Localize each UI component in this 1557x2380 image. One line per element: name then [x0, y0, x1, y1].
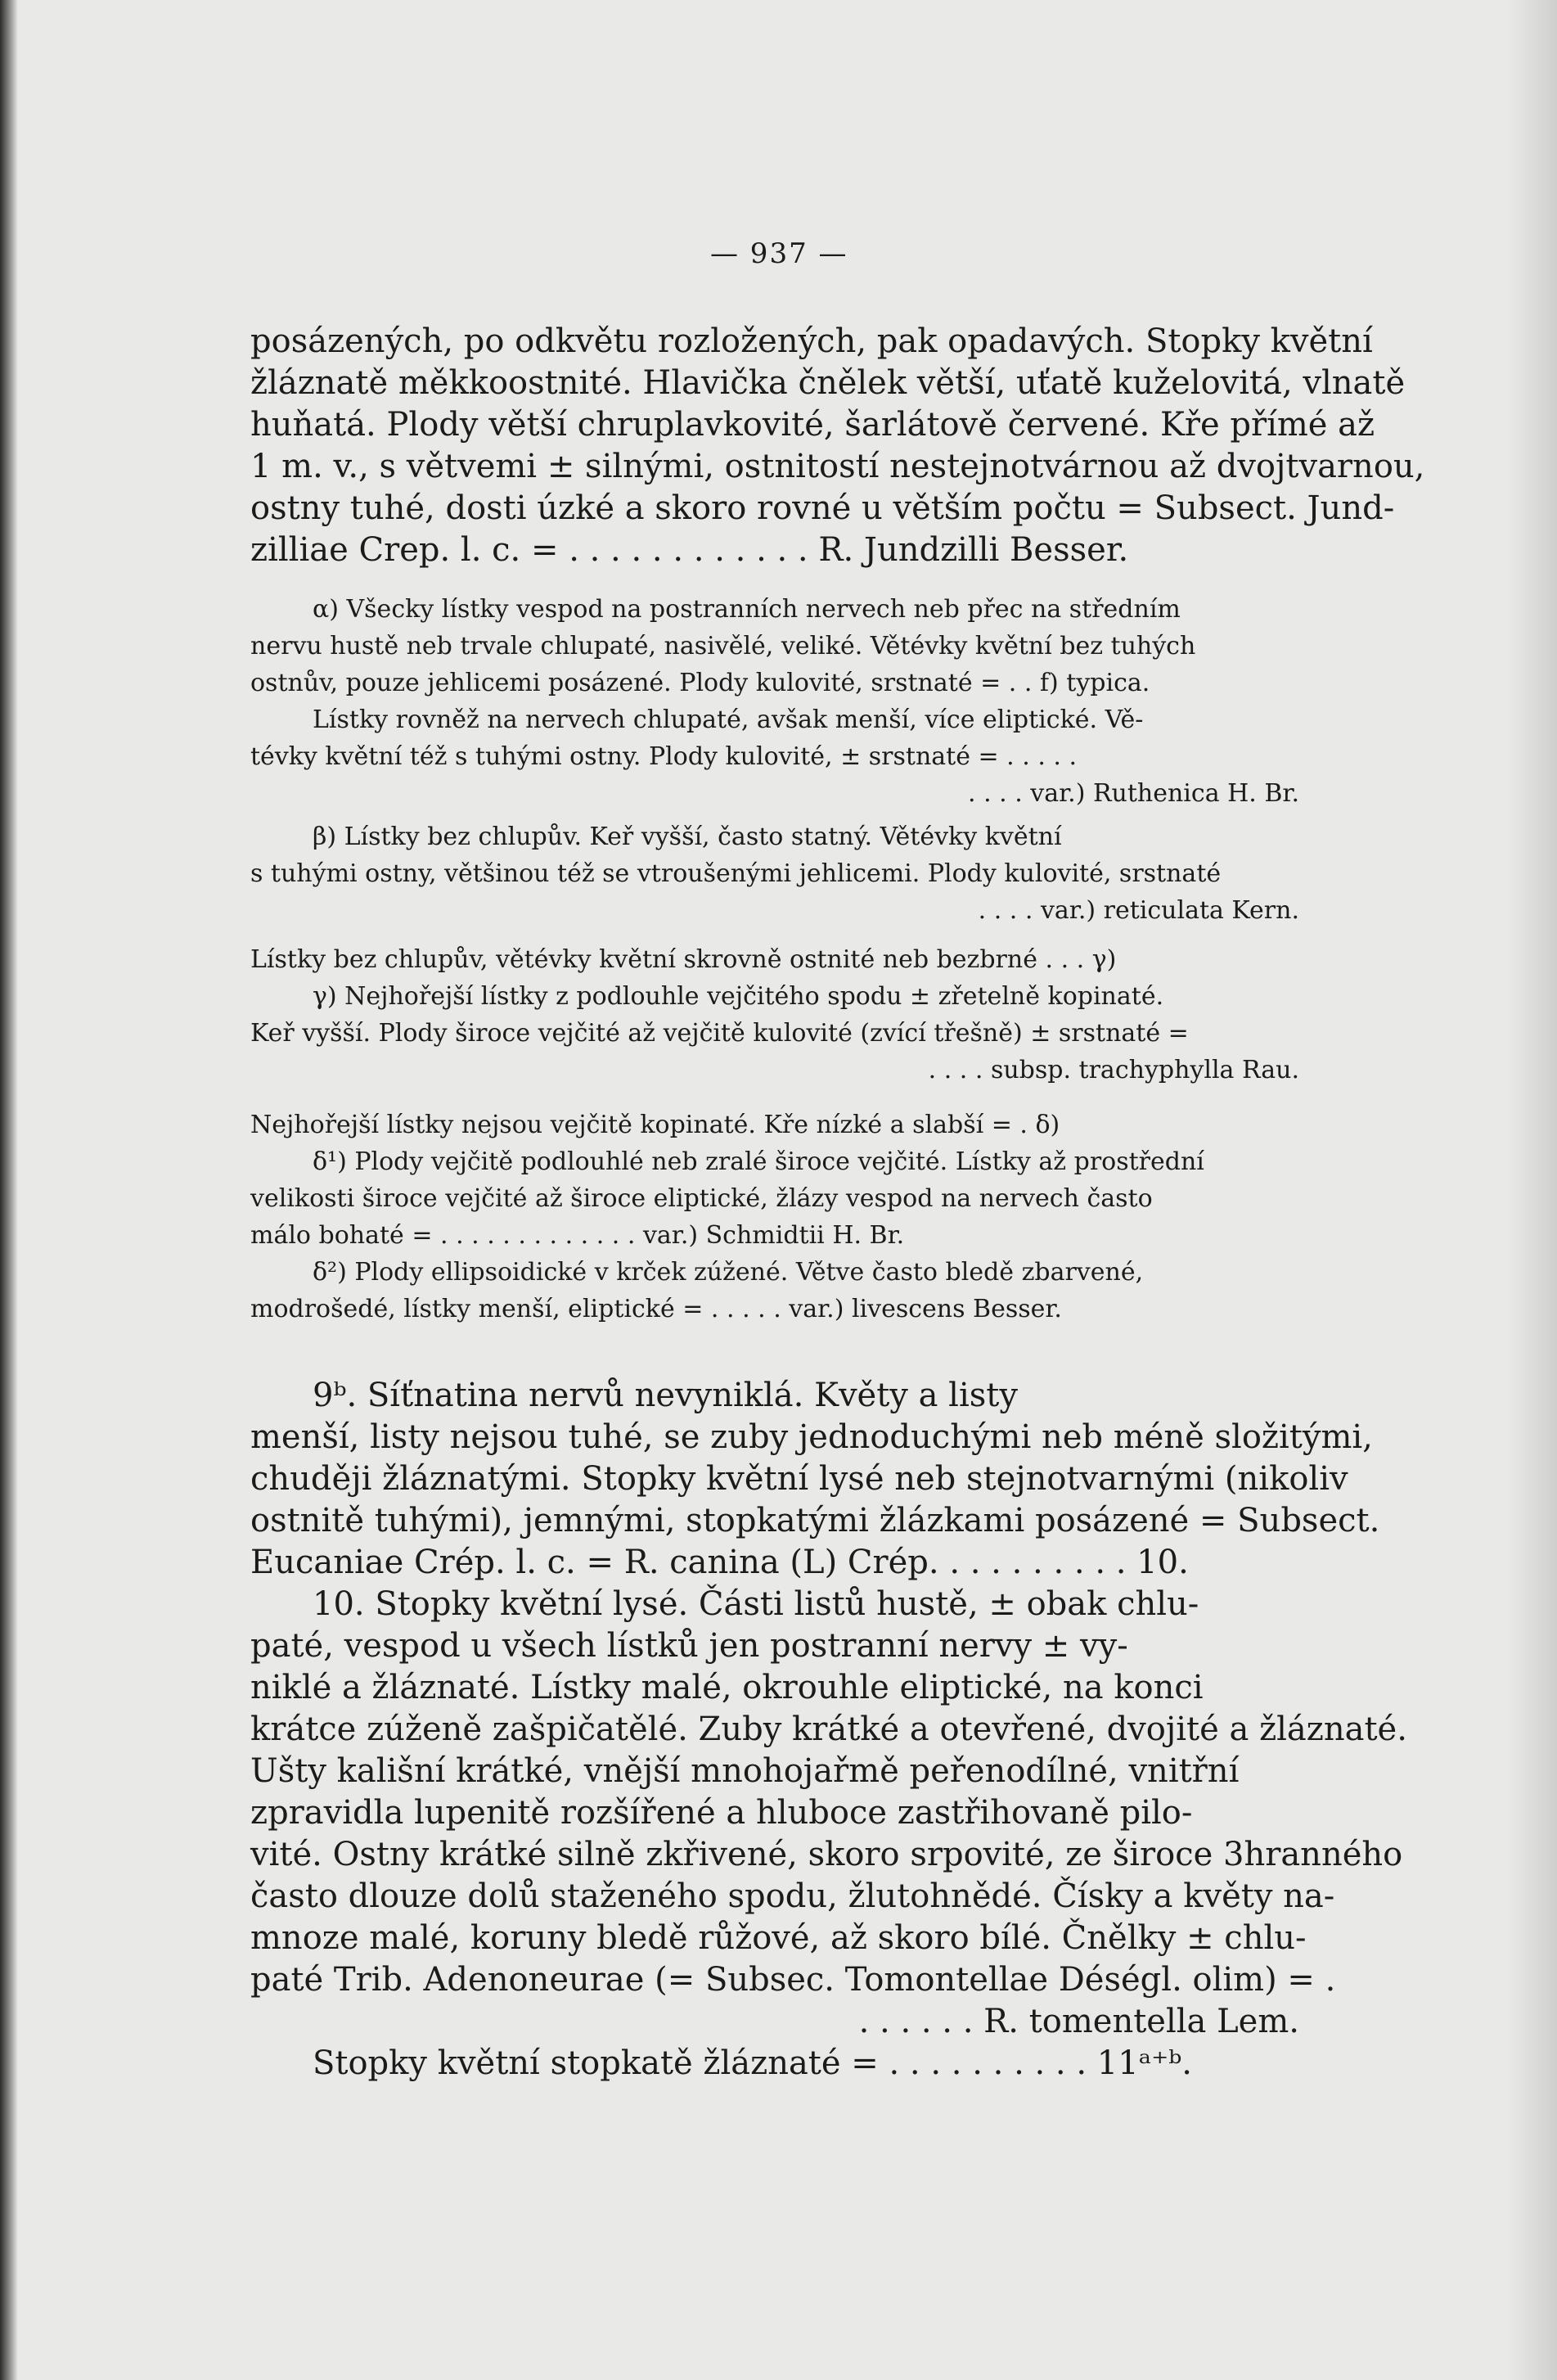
paragraph-gamma — [250, 941, 1299, 1089]
text-line: Lístky bez chlupův, větévky květní skrovně ostnité neb bezbrné . . . γ) — [250, 945, 1117, 974]
text-line: nervu hustě neb trvale chlupaté, nasivělé, veliké. Větévky květní bez tuhých — [250, 632, 1196, 660]
text-line: s tuhými ostny, většinou též se vtroušenými jehlicemi. Plody kulovité, srstnaté — [250, 859, 1222, 888]
text-line: ostny tuhé, dosti úzké a skoro rovné u větším počtu = Subsect. Jund- — [250, 489, 1395, 527]
text-line: huňatá. Plody větší chruplavkovité, šarlátově červené. Kře přímé až — [250, 406, 1375, 444]
text-line: . . . . var.) reticulata Kern. — [978, 896, 1299, 925]
text-line: zpravidla lupenitě rozšířené a hluboce zastřihovaně pilo- — [250, 1794, 1193, 1832]
scan-right-edge — [1508, 0, 1557, 2380]
text-line: málo bohaté = . . . . . . . . . . . . . var.) Schmidtii H. Br. — [250, 1221, 905, 1250]
text-line: zilliae Crep. l. c. = . . . . . . . . . . . . R. Jundzilli Besser. — [250, 531, 1129, 569]
text-line: 10. Stopky květní lysé. Části listů hustě, ± obak chlu- — [313, 1585, 1199, 1623]
text-line: Eucaniae Crép. l. c. = R. canina (L) Crép. . . . . . . . . . 10. — [250, 1544, 1189, 1581]
text-line: . . . . . . R. tomentella Lem. — [858, 2003, 1299, 2040]
text-line: Nejhořejší lístky nejsou vejčitě kopinaté. Kře nízké a slabší = . δ) — [250, 1111, 1060, 1139]
text-line: posázených, po odkvětu rozložených, pak opadavých. Stopky květní — [250, 322, 1373, 360]
text-line: δ¹) Plody vejčitě podlouhlé neb zralé široce vejčité. Lístky až prostřední — [313, 1147, 1204, 1176]
paragraph-9b — [250, 1375, 1380, 1584]
scan-left-edge — [0, 0, 18, 2380]
text-line: Keř vyšší. Plody široce vejčité až vejčitě kulovité (zvící třešně) ± srstnaté = — [250, 1019, 1189, 1048]
text-line: Ušty kališní krátké, vnější mnohojařmě peřenodílné, vnitřní — [250, 1752, 1240, 1790]
text-line: tévky květní též s tuhými ostny. Plody kulovité, ± srstnaté = . . . . . — [250, 742, 1078, 771]
paragraph-subsect-jundzilliae — [250, 321, 1425, 571]
text-line: žláznatě měkkoostnité. Hlavička čnělek větší, uťatě kuželovitá, vlnatě — [250, 364, 1406, 402]
text-line: Lístky rovněž na nervech chlupaté, avšak menší, více eliptické. Vě- — [313, 705, 1144, 734]
text-line: niklé a žláznaté. Lístky malé, okrouhle eliptické, na konci — [250, 1669, 1204, 1706]
text-line: menší, listy nejsou tuhé, se zuby jednoduchými neb méně složitými, — [250, 1418, 1373, 1456]
text-line: paté, vespod u všech lístků jen postranní nervy ± vy- — [250, 1627, 1128, 1665]
text-line: paté Trib. Adenoneurae (= Subsec. Tomontellae Déségl. olim) = . — [250, 1961, 1336, 1999]
text-line: často dlouze dolů staženého spodu, žlutohnědé. Čísky a květy na- — [250, 1877, 1335, 1915]
text-line: γ) Nejhořejší lístky z podlouhle vejčitého spodu ± zřetelně kopinaté. — [313, 982, 1164, 1011]
text-line: 9ᵇ. Síťnatina nervů nevyniklá. Květy a listy — [313, 1377, 1018, 1414]
text-line: vité. Ostny krátké silně zkřivené, skoro srpovité, ze široce 3hranného — [250, 1836, 1403, 1873]
text-line: α) Všecky lístky vespod na postranních nervech neb přec na středním — [313, 595, 1181, 624]
paragraph-alpha — [250, 591, 1299, 812]
text-line: . . . . subsp. trachyphylla Rau. — [928, 1056, 1299, 1084]
page-number: — 937 — — [710, 237, 848, 270]
paragraph-delta — [250, 1107, 1299, 1327]
text-line: krátce zúženě zašpičatělé. Zuby krátké a otevřené, dvojité a žláznaté. — [250, 1711, 1407, 1748]
text-line: ostnitě tuhými), jemnými, stopkatými žlázkami posázené = Subsect. — [250, 1502, 1380, 1539]
text-line: . . . . var.) Ruthenica H. Br. — [968, 779, 1299, 808]
paragraph-beta — [250, 818, 1299, 929]
text-line: δ²) Plody ellipsoidické v krček zúžené. Větve často bledě zbarvené, — [313, 1258, 1144, 1287]
text-line: β) Lístky bez chlupův. Keř vyšší, často statný. Větévky květní — [313, 823, 1062, 851]
paragraph-10 — [250, 1584, 1407, 2085]
text-line: 1 m. v., s větvemi ± silnými, ostnitostí nestejnotvárnou až dvojtvarnou, — [250, 448, 1425, 485]
text-line: Stopky květní stopkatě žláznaté = . . . . . . . . . . 11ᵃ⁺ᵇ. — [313, 2044, 1192, 2082]
text-line: ostnův, pouze jehlicemi posázené. Plody kulovité, srstnaté = . . f) typica. — [250, 669, 1150, 697]
text-line: velikosti široce vejčité až široce eliptické, žlázy vespod na nervech často — [250, 1184, 1153, 1213]
text-line: chuději žláznatými. Stopky květní lysé neb stejnotvarnými (nikoliv — [250, 1460, 1348, 1498]
text-line: mnoze malé, koruny bledě růžové, až skoro bílé. Čnělky ± chlu- — [250, 1919, 1307, 1957]
text-line: modrošedé, lístky menší, eliptické = . . . . . var.) livescens Besser. — [250, 1295, 1062, 1323]
